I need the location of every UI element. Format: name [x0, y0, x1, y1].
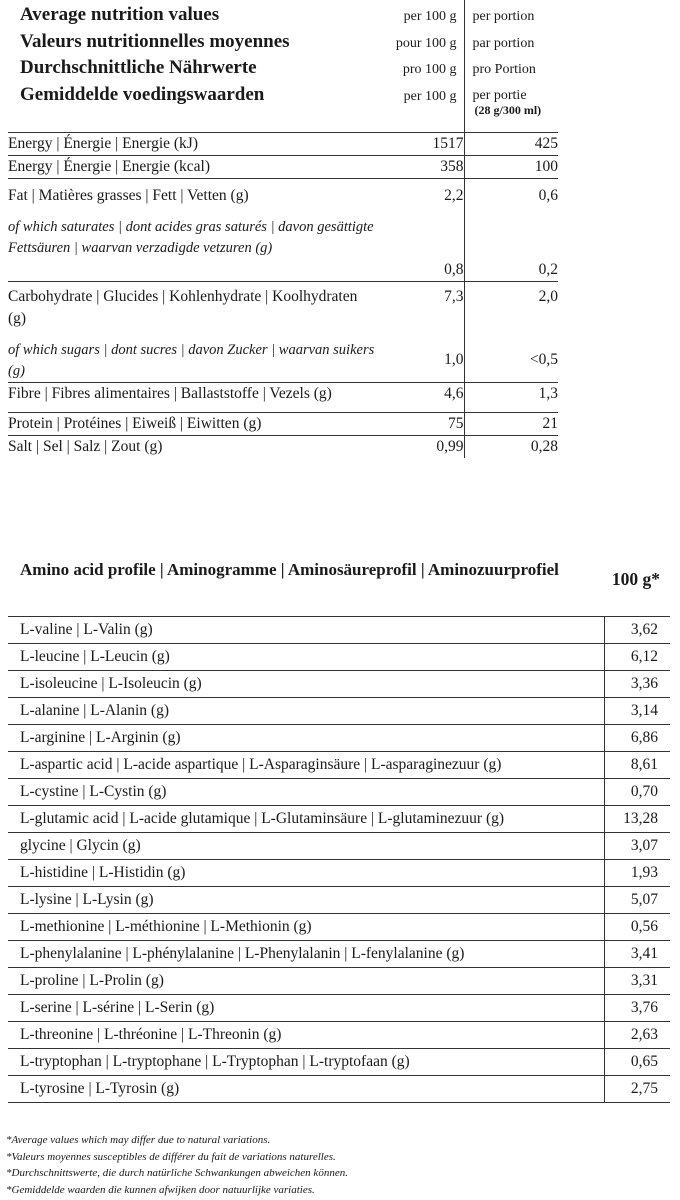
amino-row [8, 725, 670, 752]
nutrition-sub-label: of which sugars | dont sucres | davon Zucker | waarvan suikers (g) [8, 342, 375, 379]
per100-value: 7,3 [444, 288, 464, 305]
nutrition-label-group [8, 282, 378, 383]
portion-value: 100 [464, 156, 558, 179]
portion-header [464, 0, 558, 133]
amino-label: L-serine | L-sérine | L-Serin (g) [8, 995, 604, 1022]
amino-value: 3,41 [604, 941, 670, 968]
amino-row [8, 968, 670, 995]
footnote-en: *Average values which may differ due to natural variations. [6, 1134, 271, 1146]
amino-column-header: 100 g* [611, 569, 660, 589]
amino-label: L-valine | L-Valin (g) [8, 617, 604, 644]
nutrition-label: Energy | Énergie | Energie (kcal) [8, 156, 378, 179]
per100-sub-value: 0,8 [444, 261, 464, 278]
amino-value: 0,70 [604, 779, 670, 806]
per100-sub-value: 1,0 [444, 351, 464, 368]
amino-value: 5,07 [604, 887, 670, 914]
portion-value: 0,6 [538, 187, 558, 204]
footnote-de: *Durchschnittswerte, die durch natürliche Schwankungen abweichen können. [6, 1167, 348, 1179]
header-label-fr: Valeurs nutritionnelles moyennes [20, 30, 290, 52]
amino-value: 3,14 [604, 698, 670, 725]
amino-value: 2,63 [604, 1022, 670, 1049]
portion-value: 2,0 [538, 288, 558, 305]
amino-value: 6,86 [604, 725, 670, 752]
footnote-nl: *Gemiddelde waarden die kunnen afwijken door natuurlijke variaties. [6, 1183, 315, 1196]
per100-values [378, 282, 464, 383]
header-label-de: Durchschnittliche Nährwerte [20, 57, 257, 78]
portion-values [464, 282, 558, 383]
amino-row [8, 698, 670, 725]
footnote-fr: *Valeurs moyennes susceptibles de différer du fait de variations naturelles. [6, 1150, 336, 1163]
nutrition-label: Carbohydrate | Glucides | Kohlenhydrate | Koolhydraten (g) [8, 288, 358, 327]
per100-label-fr: pour 100 g [395, 35, 457, 51]
nutrition-label: Salt | Sel | Salz | Zout (g) [8, 438, 163, 455]
portion-label-nl: per portie [472, 87, 527, 103]
amino-label: L-leucine | L-Leucin (g) [8, 644, 604, 671]
amino-label: L-proline | L-Prolin (g) [8, 968, 604, 995]
nutrition-row-fat [8, 179, 558, 282]
amino-value: 0,65 [604, 1049, 670, 1076]
amino-value: 3,31 [604, 968, 670, 995]
per100-value: 0,99 [436, 438, 464, 455]
amino-label: L-tryptophan | L-tryptophane | L-Tryptophan | L-tryptofaan (g) [8, 1049, 604, 1076]
header-label-en: Average nutrition values [20, 4, 220, 25]
amino-label: L-cystine | L-Cystin (g) [8, 779, 604, 806]
portion-size: (28 g/300 ml) [474, 102, 542, 117]
amino-row [8, 617, 670, 644]
nutrition-sub-label: of which saturates | dont acides gras saturés | davon gesättigte Fettsäuren | waarvan verzadigde vetzuren (g) [8, 219, 374, 256]
portion-sub-value: 0,2 [538, 261, 558, 278]
amino-value: 8,61 [604, 752, 670, 779]
per100-value: 1517 [378, 133, 464, 156]
amino-value: 3,76 [604, 995, 670, 1022]
portion-label-de: pro Portion [472, 62, 536, 77]
nutrition-header-labels [8, 0, 378, 133]
nutrition-label: Fibre | Fibres alimentaires | Ballaststoffe | Vezels (g) [8, 383, 378, 413]
amino-label: L-lysine | L-Lysin (g) [8, 887, 604, 914]
per100-value: 358 [378, 156, 464, 179]
per100-value: 4,6 [378, 383, 464, 413]
portion-sub-value: <0,5 [529, 351, 558, 368]
amino-label: L-tyrosine | L-Tyrosin (g) [8, 1076, 604, 1103]
amino-label: L-phenylalanine | L-phénylalanine | L-Phenylalanin | L-fenylalanine (g) [8, 941, 604, 968]
amino-value: 3,62 [604, 617, 670, 644]
amino-row [8, 1022, 670, 1049]
per100-label-nl: per 100 g [403, 88, 457, 104]
amino-row [8, 941, 670, 968]
amino-label: L-arginine | L-Arginin (g) [8, 725, 604, 752]
amino-row [8, 914, 670, 941]
portion-label-fr: par portion [472, 35, 535, 51]
amino-label: glycine | Glycin (g) [8, 833, 604, 860]
amino-row [8, 671, 670, 698]
nutrition-row-protein [8, 413, 558, 436]
amino-row [8, 860, 670, 887]
amino-value: 6,12 [604, 644, 670, 671]
portion-value: 1,3 [464, 383, 558, 413]
amino-row [8, 779, 670, 806]
per100-label-de: pro 100 g [402, 62, 457, 77]
amino-value: 0,56 [604, 914, 670, 941]
amino-label: L-histidine | L-Histidin (g) [8, 860, 604, 887]
amino-label: L-alanine | L-Alanin (g) [8, 698, 604, 725]
amino-value: 1,93 [604, 860, 670, 887]
amino-value: 3,07 [604, 833, 670, 860]
footnotes [6, 1132, 666, 1198]
amino-row [8, 806, 670, 833]
portion-value: 21 [464, 413, 558, 436]
amino-row [8, 752, 670, 779]
amino-row [8, 644, 670, 671]
per100-header [378, 0, 464, 133]
amino-label: L-aspartic acid | L-acide aspartique | L-Asparaginsäure | L-asparaginezuur (g) [8, 752, 604, 779]
per100-label-en: per 100 g [403, 9, 457, 24]
amino-label: L-glutamic acid | L-acide glutamique | L-Glutaminsäure | L-glutaminezuur (g) [8, 806, 604, 833]
amino-row [8, 1076, 670, 1103]
amino-row [8, 995, 670, 1022]
per100-value: 2,2 [444, 187, 464, 204]
portion-value: 425 [464, 133, 558, 156]
per100-value: 75 [378, 413, 464, 436]
amino-row [8, 833, 670, 860]
nutrition-row-energy-kj [8, 133, 558, 156]
portion-label-en: per portion [472, 9, 535, 24]
amino-acid-table [8, 556, 670, 1103]
portion-value: 0,28 [464, 436, 558, 459]
nutrition-label: Energy | Énergie | Energie (kJ) [8, 133, 378, 156]
amino-value: 3,36 [604, 671, 670, 698]
amino-value: 2,75 [604, 1076, 670, 1103]
nutrition-label: Fat | Matières grasses | Fett | Vetten (g) [8, 187, 249, 204]
portion-values [464, 179, 558, 282]
amino-label: L-methionine | L-méthionine | L-Methionin (g) [8, 914, 604, 941]
amino-header-row [8, 556, 670, 617]
nutrition-table [8, 0, 558, 458]
header-label-nl: Gemiddelde voedingswaarden [20, 83, 265, 105]
nutrition-label-group [8, 179, 378, 282]
nutrition-row-energy-kcal [8, 156, 558, 179]
amino-label: L-threonine | L-thréonine | L-Threonin (g) [8, 1022, 604, 1049]
per100-values [378, 179, 464, 282]
nutrition-header-row [8, 0, 558, 133]
amino-row [8, 887, 670, 914]
nutrition-label: Protein | Protéines | Eiweiß | Eiwitten (g) [8, 413, 378, 436]
nutrition-row-salt [8, 436, 558, 459]
amino-title: Amino acid profile | Aminogramme | Aminosäureprofil | Aminozuurprofiel [20, 560, 559, 579]
amino-row [8, 1049, 670, 1076]
amino-value: 13,28 [604, 806, 670, 833]
amino-label: L-isoleucine | L-Isoleucin (g) [8, 671, 604, 698]
nutrition-row-carbohydrate [8, 282, 558, 383]
nutrition-row-fibre [8, 383, 558, 413]
